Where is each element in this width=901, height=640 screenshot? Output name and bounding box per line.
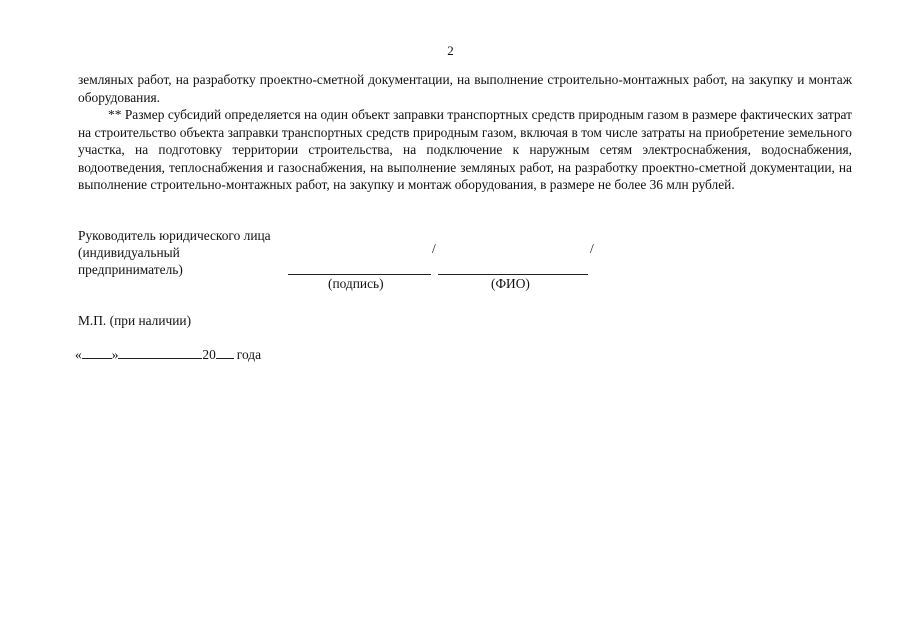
signature-line xyxy=(288,274,431,275)
paragraph-continuation: земляных работ, на разработку проектно-сметной документации, на выполнение строительно-монтажных работ, на закупку и монтаж оборудования. xyxy=(78,72,852,105)
signatory-role xyxy=(78,227,271,278)
name-line xyxy=(438,274,588,275)
year-prefix: 20 xyxy=(202,347,216,362)
document-body xyxy=(78,71,852,194)
slash-right: / xyxy=(590,241,594,256)
page-number: 2 xyxy=(447,43,454,58)
date-line xyxy=(75,346,261,363)
stamp-placeholder: М.П. (при наличии) xyxy=(78,313,192,328)
paragraph-footnote: ** Размер субсидий определяется на один объект заправки транспортных средств природным газом в размере фактических затрат на строительство объекта заправки транспортных средств природным газом, включая в том числе затраты на приобретение земельного участка, на подготовку территории строительства, на подключение к наружным сетям электроснабжения, водоснабжения, водоотведения, теплоснабжения и газоснабжения, на выполнение земляных работ, на разработку проектно-сметной документации, на выполнение строительно-монтажных работ, на закупку и монтаж оборудования, в размере не более 36 млн рублей. xyxy=(78,107,852,192)
signature-caption: (подпись) xyxy=(328,276,384,291)
year-suffix: года xyxy=(236,347,262,362)
day-blank xyxy=(82,346,112,359)
role-line-2: (индивидуальный xyxy=(78,245,180,260)
close-quote: » xyxy=(111,347,119,362)
year-blank xyxy=(216,346,234,359)
slash-left: / xyxy=(432,241,436,256)
name-caption: (ФИО) xyxy=(491,276,530,291)
role-line-1: Руководитель юридического лица xyxy=(78,228,271,243)
open-quote: « xyxy=(75,347,82,362)
month-blank xyxy=(118,346,202,359)
role-line-3: предприниматель) xyxy=(78,262,183,277)
